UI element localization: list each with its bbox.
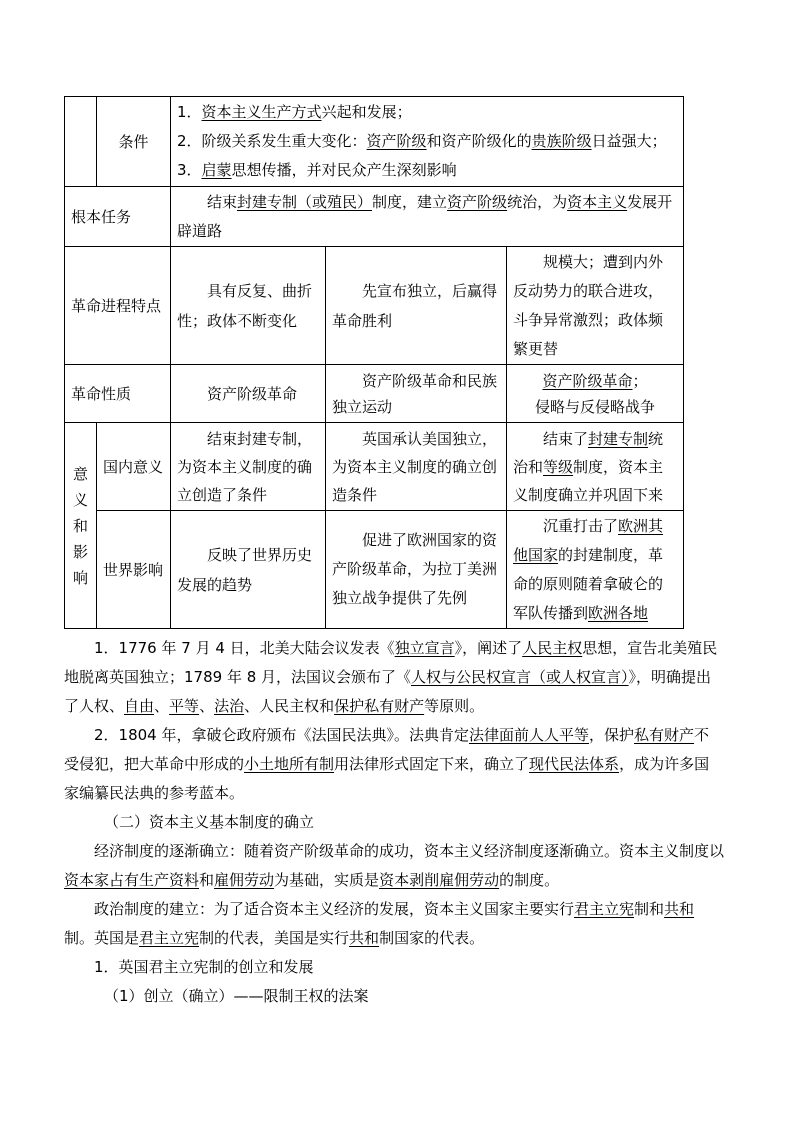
nature-row [65, 365, 684, 423]
conditions-line-2: 2．阶级关系发生重大变化：资产阶级和资产阶级化的贵族阶级日益强大； [177, 132, 667, 150]
process-england: 具有反复、曲折性；政体不断变化 [171, 247, 326, 365]
domestic-france: 结束了封建专制统治和等级制度，资本主义制度确立并巩固下来 [507, 423, 684, 511]
paragraph-declarations: 1．1776 年 7 月 4 日，北美大陆会议发表《独立宣言》，阐述了人民主权思想，宣告北美殖民地脱离英国独立；1789 年 8 月，法国议会颁布了《人权与公民权宣言（或人权宣言）》，明确提出了人权、自由、平等、法治、人民主权和保护私有财产等原则。 [64, 639, 718, 715]
conditions-content [171, 97, 684, 187]
domestic-row [65, 423, 684, 511]
process-france: 规模大；遭到内外反动势力的联合进攻，斗争异常激烈；政体频繁更替 [507, 247, 684, 365]
blank-cell [65, 97, 97, 187]
significance-label: 意 义 和 影 响 [65, 423, 97, 629]
body-text [64, 634, 724, 1011]
conditions-label: 条件 [97, 97, 171, 187]
revolution-comparison-table [64, 96, 684, 629]
world-label: 世界影响 [97, 511, 171, 629]
subsection-heading: 1．英国君主立宪制的创立和发展 [94, 958, 314, 976]
domestic-label: 国内意义 [97, 423, 171, 511]
conditions-row [65, 97, 684, 187]
paragraph-civil-code: 2．1804 年，拿破仑政府颁布《法国民法典》。法典肯定法律面前人人平等，保护私有财产不受侵犯，把大革命中形成的小土地所有制用法律形式固定下来，确立了现代民法体系，成为许多国家编纂民法典的参考蓝本。 [64, 726, 710, 802]
process-row [65, 247, 684, 365]
domestic-america: 英国承认美国独立，为资本主义制度的确立创造条件 [326, 423, 507, 511]
task-content: 结束封建专制（或殖民）制度，建立资产阶级统治，为资本主义发展开辟道路 [171, 187, 684, 247]
task-label: 根本任务 [65, 187, 171, 247]
sub-subsection-heading: （1）创立（确立）——限制王权的法案 [104, 987, 369, 1005]
world-row [65, 511, 684, 629]
section-heading: （二）资本主义基本制度的确立 [104, 813, 315, 831]
paragraph-political-system: 政治制度的建立：为了适合资本主义经济的发展，资本主义国家主要实行君主立宪制和共和制。英国是君主立宪制的代表，美国是实行共和制国家的代表。 [64, 900, 695, 947]
nature-france: 资产阶级革命； 侵略与反侵略战争 [507, 365, 684, 423]
nature-america: 资产阶级革命和民族独立运动 [326, 365, 507, 423]
world-england: 反映了世界历史发展的趋势 [171, 511, 326, 629]
conditions-line-3: 3．启蒙思想传播，并对民众产生深刻影响 [177, 161, 457, 179]
world-france: 沉重打击了欧洲其他国家的封建制度，革命的原则随着拿破仑的军队传播到欧洲各地 [507, 511, 684, 629]
world-america: 促进了欧洲国家的资产阶级革命，为拉丁美洲独立战争提供了先例 [326, 511, 507, 629]
domestic-england: 结束封建专制，为资本主义制度的确立创造了条件 [171, 423, 326, 511]
paragraph-economic-system: 经济制度的逐渐确立：随着资产阶级革命的成功，资本主义经济制度逐渐确立。资本主义制度以资本家占有生产资料和雇佣劳动为基础，实质是资本剥削雇佣劳动的制度。 [64, 842, 725, 889]
process-label: 革命进程特点 [65, 247, 171, 365]
nature-england: 资产阶级革命 [171, 365, 326, 423]
process-america: 先宣布独立，后赢得革命胜利 [326, 247, 507, 365]
nature-label: 革命性质 [65, 365, 171, 423]
task-row [65, 187, 684, 247]
conditions-line-1: 1．资本主义生产方式兴起和发展； [177, 103, 412, 121]
